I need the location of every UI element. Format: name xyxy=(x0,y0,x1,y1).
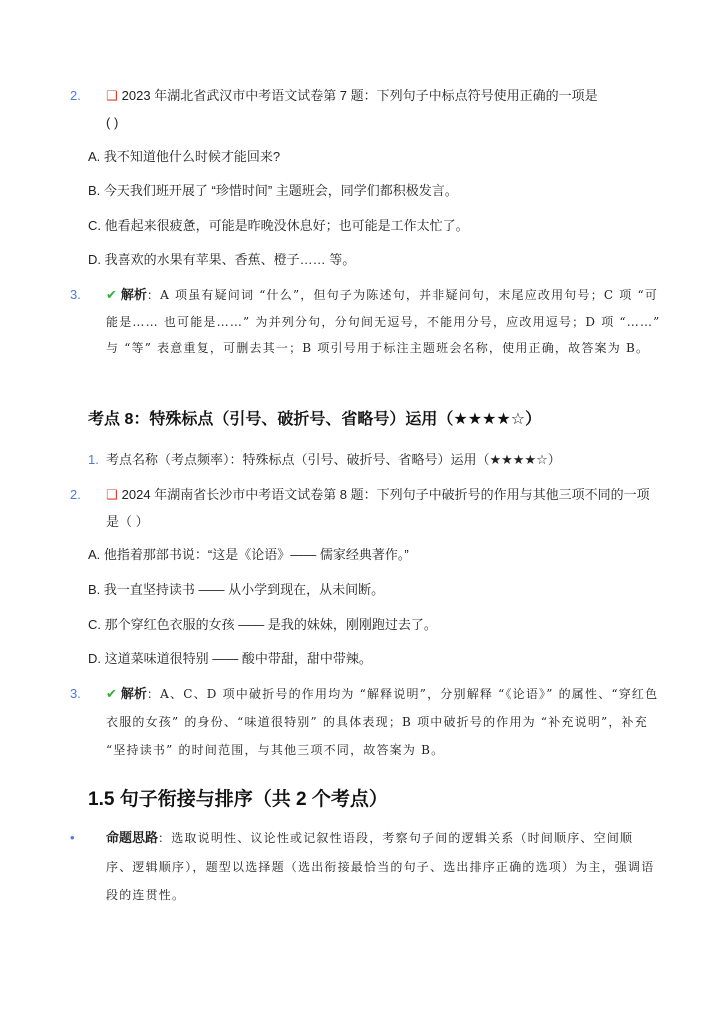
heading: 考点 8：特殊标点（引号、破折号、省略号）运用（★★★★☆） xyxy=(88,411,542,428)
checkbox-icon: ❑ xyxy=(106,88,118,103)
question-text: 2024 年湖南省长沙市中考语文试卷第 8 题：下列句子中破折号的作用与其他三项不同的一项是（ ） xyxy=(106,487,650,529)
list-number: 3. xyxy=(70,686,81,701)
section-1-5-heading xyxy=(88,784,648,811)
analysis-label: 解析 xyxy=(120,287,147,302)
option-c: C. 那个穿红色衣服的女孩 —— 是我的妹妹，刚刚跑过去了。 xyxy=(88,617,437,632)
item-text: 考点名称（考点频率）：特殊标点（引号、破折号、省略号）运用（★★★★☆） xyxy=(106,452,561,467)
question-text: 2023 年湖北省武汉市中考语文试卷第 7 题：下列句子中标点符号使用正确的一项是 xyxy=(121,88,598,103)
option-b: B. 我一直坚持读书 —— 从小学到现在，从未间断。 xyxy=(88,582,385,597)
list-number: 1. xyxy=(88,452,99,467)
analysis-text: ：A 项虽有疑问词 “什么”，但句子为陈述句，并非疑问句，末尾应改用句号；C 项 “可能是…… 也可能是……” 为并列分句，分句间无逗号，不能用分号，应改用逗号；D 项 “……” 与 “等” 表意重复，可删去其一；B 项引号用于标注主题班会名称，使用正确，故答案为 B。 xyxy=(106,288,661,355)
section-8-heading xyxy=(88,406,648,429)
section-8-item-1 xyxy=(88,446,648,473)
analysis-label: 解析 xyxy=(120,686,147,701)
bullet-text: ：选取说明性、议论性或记叙性语段，考察句子间的逻辑关系（时间顺序、空间顺序、逻辑顺序），题型以选择题（选出衔接最恰当的句子、选出排序正确的选项）为主，强调语段的连贯性。 xyxy=(106,831,655,902)
list-number: 2. xyxy=(70,487,81,502)
question-paren: ( ) xyxy=(106,115,119,130)
section-1-5-bullet xyxy=(70,824,656,910)
option-d: D. 这道菜味道很特别 —— 酸中带甜，甜中带辣。 xyxy=(88,651,372,666)
list-number: 2. xyxy=(70,88,81,103)
option-c: C. 他看起来很疲惫，可能是昨晚没休息好；也可能是工作太忙了。 xyxy=(88,218,469,233)
analysis-text: ：A、C、D 项中破折号的作用均为 “解释说明”，分别解释 “《论语》” 的属性、“穿红色衣服的女孩” 的身份、“味道很特别” 的具体表现；B 项中破折号的作用为 “补充说明”，补充 “坚持读书” 的时间范围，与其他三项不同，故答案为 B。 xyxy=(106,687,659,757)
option-b: B. 今天我们班开展了 “珍惜时间” 主题班会，同学们都积极发言。 xyxy=(88,183,458,198)
analysis-7 xyxy=(70,282,661,362)
analysis-8 xyxy=(70,680,661,764)
checkmark-icon: ✔ xyxy=(106,686,117,701)
option-a: A. 他指着那部书说：“这是《论语》—— 儒家经典著作。” xyxy=(88,547,409,562)
bullet-icon: • xyxy=(70,830,75,845)
bullet-label: 命题思路 xyxy=(106,830,159,845)
option-d: D. 我喜欢的水果有苹果、香蕉、橙子…… 等。 xyxy=(88,252,356,267)
option-a: A. 我不知道他什么时候才能回来? xyxy=(88,149,281,164)
checkbox-icon: ❑ xyxy=(106,487,118,502)
heading: 1.5 句子衔接与排序（共 2 个考点） xyxy=(88,789,388,810)
checkmark-icon: ✔ xyxy=(106,287,117,302)
question-7 xyxy=(70,82,648,136)
question-8 xyxy=(70,481,651,535)
list-number: 3. xyxy=(70,287,81,302)
